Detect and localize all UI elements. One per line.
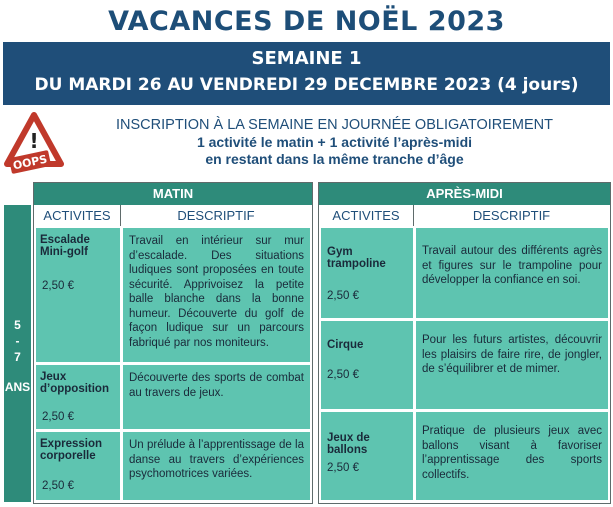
activity-price: 2,50 €: [42, 480, 74, 492]
activity-price: 2,50 €: [327, 462, 359, 474]
notice-line-3: en restant dans la même tranche d’âge: [205, 151, 464, 167]
morning-activity-1: [36, 228, 120, 362]
age-dash: -: [15, 334, 20, 348]
morning-col-description: DESCRIPTIF: [177, 208, 255, 223]
week-banner: [3, 42, 610, 105]
registration-notice: [62, 117, 607, 167]
exclamation-mark: !: [29, 129, 39, 153]
activity-name: Expression corporelle: [40, 438, 102, 462]
notice-line-2: 1 activité le matin + 1 activité l’après-midi: [196, 134, 473, 150]
age-group-column: [4, 205, 31, 502]
afternoon-desc-3: Pratique de plusieurs jeux avec ballons visant à favoriser l’apprentissage des sports collectifs.: [416, 412, 608, 500]
activity-price: 2,50 €: [42, 280, 74, 292]
afternoon-col-description: DESCRIPTIF: [472, 208, 551, 223]
activity-name: Cirque: [327, 339, 364, 351]
notice-line-1: INSCRIPTION À LA SEMAINE EN JOURNÉE OBLIGATOIREMENT: [116, 117, 553, 133]
activity-name: Escalade Mini-golf: [40, 234, 90, 258]
morning-col-activities: ACTIVITES: [34, 205, 121, 226]
age-unit: ANS: [4, 380, 31, 394]
warning-sign-icon: [4, 112, 64, 174]
morning-activity-2: [36, 365, 120, 429]
morning-desc-3: Un prélude à l’apprentissage de la danse au travers d’expériences psychomotrices variées.: [123, 432, 310, 500]
afternoon-header: APRÈS-MIDI: [319, 183, 610, 205]
afternoon-desc-2: Pour les futurs artistes, découvrir les plaisirs de faire rire, de jongler, de s’équilibrer et de mimer.: [416, 321, 608, 409]
morning-panel: [33, 182, 313, 504]
activity-price: 2,50 €: [42, 411, 74, 423]
afternoon-activity-3: [321, 412, 413, 500]
date-range: DU MARDI 26 AU VENDREDI 29 DECEMBRE 2023 (4 jours): [34, 75, 579, 95]
activity-name: Jeux d’opposition: [40, 371, 109, 395]
morning-header: MATIN: [34, 183, 312, 205]
afternoon-col-activities: ACTIVITES: [319, 205, 414, 226]
page-title: VACANCES DE NOËL 2023: [108, 6, 505, 37]
activity-price: 2,50 €: [327, 290, 359, 302]
morning-activity-3: [36, 432, 120, 500]
afternoon-panel: [318, 182, 611, 504]
activity-price: 2,50 €: [327, 369, 359, 381]
age-from: 5: [14, 318, 21, 332]
afternoon-activity-2: [321, 321, 413, 409]
afternoon-desc-1: Travail autour des différents agrès et figures sur le trampoline pour développer la confiance en soi.: [416, 228, 608, 318]
activity-name: Gym trampoline: [327, 246, 386, 270]
morning-desc-1: Travail en intérieur sur mur d’escalade. Des situations ludiques sont proposées en toute sécurité. Apprivoisez la petite balle blanche dans la bonne humeur. Découverte du golf de façon ludique sur un parcours fabriqué par nos moniteurs.: [123, 228, 310, 362]
week-label: SEMAINE 1: [251, 48, 362, 69]
activity-name: Jeux de ballons: [327, 432, 370, 456]
morning-desc-2: Découverte des sports de combat au travers de jeux.: [123, 365, 310, 429]
oops-text: OOPS: [11, 152, 49, 173]
afternoon-activity-1: [321, 228, 413, 318]
age-to: 7: [14, 350, 21, 364]
